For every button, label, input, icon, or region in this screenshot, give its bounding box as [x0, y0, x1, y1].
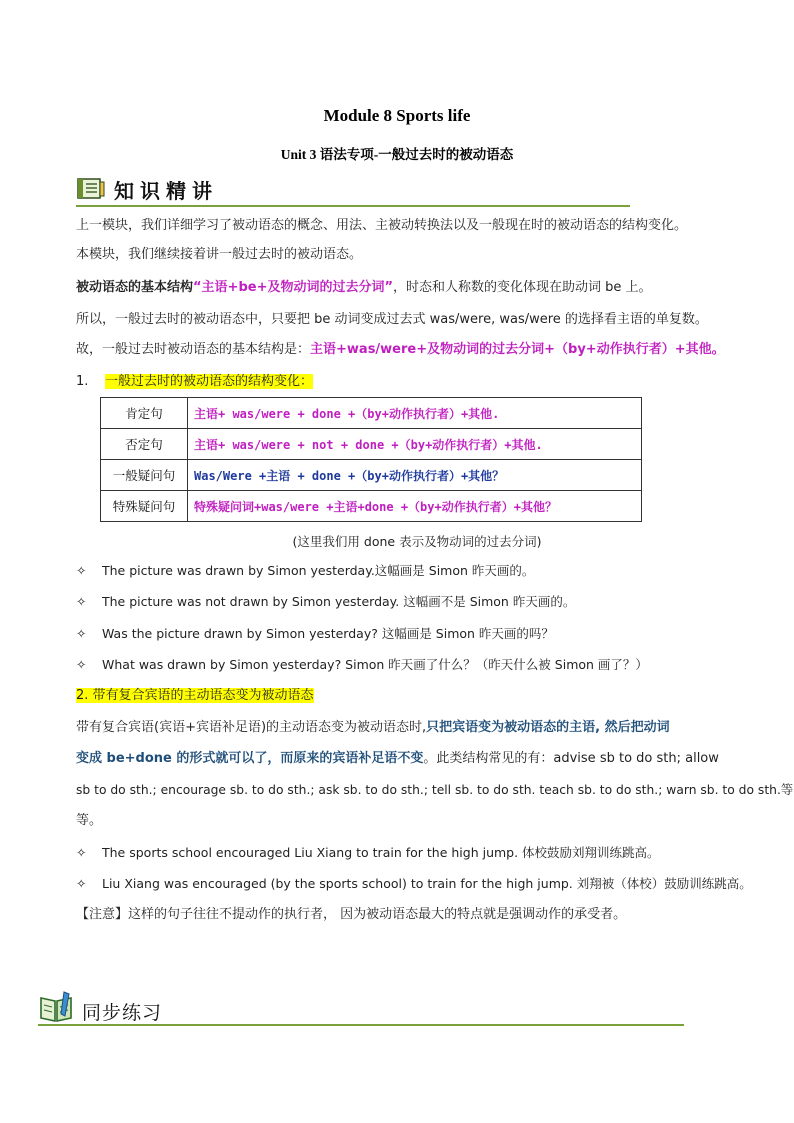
past-structure-label: 故，一般过去时被动语态的基本结构是：	[76, 342, 311, 357]
point-2-line-2	[76, 749, 726, 769]
example-item	[76, 655, 648, 675]
row-rule: 主语+ was/were + not + done +（by+动作执行者）+其他.	[188, 429, 642, 460]
example-text: Liu Xiang was encouraged (by the sports school) to train for the high jump. 刘翔被（体校）鼓励训练跳高。	[102, 876, 752, 891]
example-text: The sports school encouraged Liu Xiang to train for the high jump. 体校鼓励刘翔训练跳高。	[102, 845, 660, 860]
intro-line-4: 所以，一般过去时的被动语态中，只要把 be 动词变成过去式 was/were, was/were 的选择看主语的单复数。	[76, 312, 708, 327]
row-head: 否定句	[101, 429, 188, 460]
point-2-line-4: 等。	[76, 813, 103, 828]
bullet-icon: ✧	[76, 626, 87, 641]
table-row	[101, 491, 642, 522]
intro-line-3	[76, 278, 726, 298]
intro-line-5	[76, 340, 726, 360]
book-icon	[76, 176, 106, 202]
section-header-practice	[38, 990, 162, 1024]
row-rule: 特殊疑问词+was/were +主语+done +（by+动作执行者）+其他？	[188, 491, 642, 522]
structure-formula: “主语+be+及物动词的过去分词”	[193, 280, 394, 295]
row-head: 一般疑问句	[101, 460, 188, 491]
section-title: 同步练习	[82, 1002, 163, 1024]
bullet-icon: ✧	[76, 657, 87, 672]
p2-text: 。此类结构常见的有：advise sb to do sth; allow	[423, 751, 719, 766]
row-head: 肯定句	[101, 398, 188, 429]
point-1-number: 1.	[76, 374, 89, 389]
structure-label: 被动语态的基本结构	[76, 280, 194, 295]
point-2-heading	[76, 686, 726, 706]
example-item	[76, 624, 554, 644]
point-2-line-1	[76, 718, 726, 738]
bullet-icon: ✧	[76, 876, 87, 891]
section-divider	[38, 1024, 684, 1026]
p2-text: 带有复合宾语(宾语+宾语补足语)的主动语态变为被动语态时,	[76, 720, 427, 735]
point-1-title: 一般过去时的被动语态的结构变化：	[104, 374, 313, 389]
section-title: 知识精讲	[114, 179, 218, 203]
example-text: The picture was not drawn by Simon yesterday. 这幅画不是 Simon 昨天画的。	[102, 594, 576, 609]
example-text: Was the picture drawn by Simon yesterday? 这幅画是 Simon 昨天画的吗？	[102, 626, 554, 641]
section-header-knowledge	[76, 176, 218, 202]
table-row	[101, 429, 642, 460]
example-text: The picture was drawn by Simon yesterday.这幅画是 Simon 昨天画的。	[102, 563, 535, 578]
grammar-table	[100, 397, 642, 522]
point-1-heading	[76, 372, 726, 392]
page-subtitle: Unit 3 语法专项-一般过去时的被动语态	[280, 147, 514, 162]
note-line: 【注意】这样的句子往往不提动作的执行者， 因为被动语态最大的特点就是强调动作的承受者。	[76, 907, 627, 922]
point-2-line-3: sb to do sth.; encourage sb. to do sth.; ask sb. to do sth.; tell sb. to do sth. teach sb. to do sth.; warn sb. to do sth.等	[76, 783, 794, 797]
section-divider	[76, 205, 630, 207]
page-title: Module 8 Sports life	[323, 106, 471, 125]
intro-line-2: 本模块，我们继续接着讲一般过去时的被动语态。	[76, 247, 363, 262]
structure-note: ，时态和人称数的变化体现在助动词 be 上。	[393, 280, 652, 295]
example-item	[76, 843, 660, 863]
row-rule: Was/Were +主语 + done +（by+动作执行者）+其他？	[188, 460, 642, 491]
p2-emphasis: 只把宾语变为被动语态的主语, 然后把动词	[426, 720, 670, 735]
table-row	[101, 398, 642, 429]
row-head: 特殊疑问句	[101, 491, 188, 522]
intro-line-1: 上一模块，我们详细学习了被动语态的概念、用法、主被动转换法以及一般现在时的被动语态的结构变化。	[76, 218, 688, 233]
open-book-icon	[38, 990, 74, 1024]
bullet-icon: ✧	[76, 594, 87, 609]
table-caption: (这里我们用 done 表示及物动词的过去分词)	[292, 534, 542, 549]
table-row	[101, 460, 642, 491]
p2-emphasis: 变成 be+done 的形式就可以了，而原来的宾语补足语不变	[76, 751, 424, 766]
bullet-icon: ✧	[76, 845, 87, 860]
point-2-title: 2. 带有复合宾语的主动语态变为被动语态	[76, 688, 314, 703]
bullet-icon: ✧	[76, 563, 87, 578]
example-item	[76, 592, 575, 612]
past-structure-formula: 主语+was/were+及物动词的过去分词+（by+动作执行者）+其他。	[310, 342, 725, 357]
example-item	[76, 561, 534, 581]
example-text: What was drawn by Simon yesterday? Simon 昨天画了什么？（昨天什么被 Simon 画了？）	[102, 657, 648, 672]
example-item	[76, 874, 752, 894]
row-rule: 主语+ was/were + done +（by+动作执行者）+其他.	[188, 398, 642, 429]
